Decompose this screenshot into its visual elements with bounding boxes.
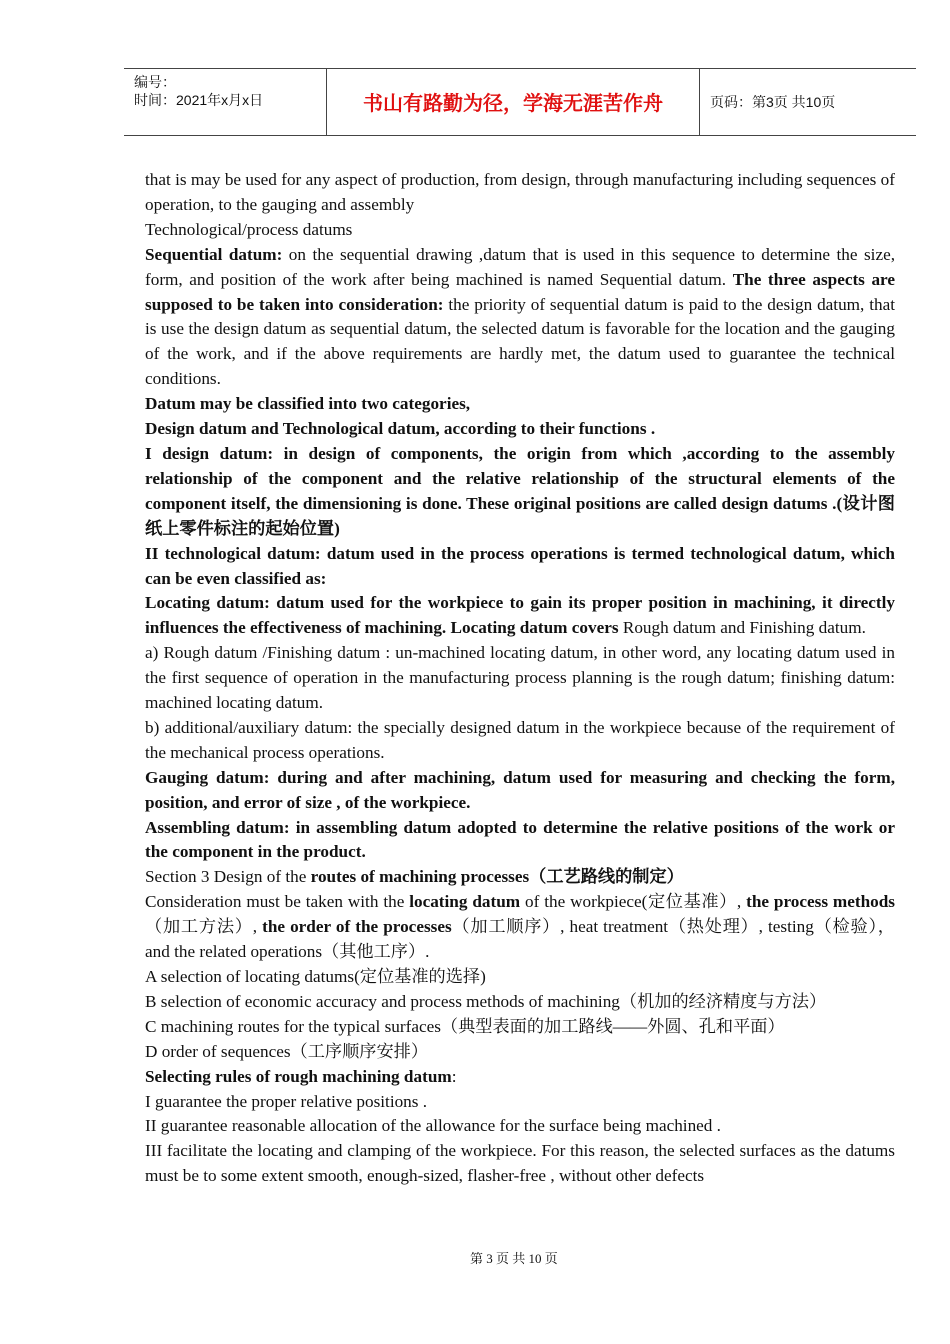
header-page-label: 页码：第3页 共10页 xyxy=(710,94,836,110)
bold-run: Selecting rules of rough machining datum xyxy=(145,1066,452,1086)
paragraph xyxy=(145,890,895,965)
paragraph: b) additional/auxiliary datum: the specially designed datum in the workpiece because of the requirement of the mechanical process operations. xyxy=(145,717,895,762)
header-meta-cell xyxy=(124,69,327,135)
paragraph: a) Rough datum /Finishing datum : un-machined locating datum, in other word, any locating datum used in the first sequence of operation in the manufacturing process planning is the rough datum; finishing datum: machined locating datum. xyxy=(145,643,895,713)
paragraph xyxy=(145,1065,895,1090)
bold-run: Gauging datum: during and after machining, datum used for measuring and checking the form, position, and error of size , of the workpiece. xyxy=(145,767,895,812)
paragraph xyxy=(145,591,895,641)
paragraph xyxy=(145,816,895,866)
text-run: Rough datum and Finishing datum. xyxy=(618,618,866,638)
text-run: the priority of sequential datum is paid to the design datum, that is use the design datum as sequential datum, the selected datum is favorable for the location and the gauging of the work, and if the above requirements are hardly met, the datum used to guarantee the technical conditions. xyxy=(145,294,895,389)
bold-run: The three aspects are supposed to be taken into consideration: xyxy=(145,269,895,314)
bold-run: locating datum xyxy=(409,892,521,912)
paragraph xyxy=(145,766,895,816)
text-run: Consideration must be taken with the xyxy=(145,892,410,912)
paragraph: that is may be used for any aspect of production, from design, through manufacturing including sequences of operation, to the gauging and assembly xyxy=(145,170,895,214)
text-run: on the sequential drawing ,datum that is used in this sequence to determine the size, form, and position of the work after being machined is named Sequential datum. xyxy=(145,244,895,289)
paragraph: B selection of economic accuracy and process methods of machining（机加的经济精度与方法） xyxy=(145,991,827,1011)
paragraph xyxy=(145,542,895,592)
paragraph: I guarantee the proper relative positions . xyxy=(145,1091,428,1111)
bold-run: I design datum: in design of components, the origin from which ,according to the assembly relationship of the component and the relative relationship of the structural elements of the component itself, the dimensioning is done. These original positions are called design datums .(设计图纸上零件标注的起始位置) xyxy=(145,443,895,538)
text-run: （加工方法）, xyxy=(145,917,263,937)
paragraph xyxy=(145,442,895,542)
text-run: : xyxy=(451,1066,457,1086)
bold-run: the process methods xyxy=(746,892,895,912)
paragraph: Technological/process datums xyxy=(145,219,353,239)
paragraph xyxy=(145,417,895,442)
text-run: Section 3 Design of the xyxy=(145,867,311,887)
bold-run: the order of the processes xyxy=(262,917,452,937)
paragraph: C machining routes for the typical surfaces（典型表面的加工路线——外圆、孔和平面） xyxy=(145,1016,785,1036)
paragraph xyxy=(145,392,895,417)
page-footer: 第 3 页 共 10 页 xyxy=(470,1251,558,1266)
paragraph: D order of sequences（工序顺序安排） xyxy=(145,1041,429,1061)
bold-run: Sequential datum: xyxy=(145,244,283,264)
text-run: （加工顺序）, heat treatment（热处理）, testing（检验）， and the related operations（其他工序）. xyxy=(145,917,895,962)
bold-run: routes of machining processes（工艺路线的制定） xyxy=(310,867,684,887)
paragraph xyxy=(145,865,895,890)
paragraph xyxy=(145,243,895,392)
bold-run: II technological datum: datum used in the process operations is termed technological datum, which can be even classified as: xyxy=(145,543,895,588)
paragraph: III facilitate the locating and clamping of the workpiece. For this reason, the selected surfaces as the datums must be to some extent smooth, enough-sized, flasher-free , without other defects xyxy=(145,1141,895,1186)
number-label: 编号： xyxy=(134,74,176,90)
paragraph: II guarantee reasonable allocation of the allowance for the surface being machined . xyxy=(145,1116,721,1136)
bold-run: Datum may be classified into two categories, xyxy=(145,394,471,414)
document-body xyxy=(145,168,895,1189)
header-motto: 书山有路勤为径，学海无涯苦作舟 xyxy=(327,69,700,135)
text-run: of the workpiece(定位基准）, xyxy=(520,892,747,912)
page-header xyxy=(124,68,916,136)
bold-run: Design datum and Technological datum, according to their functions . xyxy=(145,419,656,439)
bold-run: Locating datum: datum used for the workpiece to gain its proper position in machining, it directly influences the effectiveness of machining. Locating datum covers xyxy=(145,593,895,638)
time-label: 时间：2021年x月x日 xyxy=(134,92,264,108)
bold-run: Assembling datum: in assembling datum adopted to determine the relative positions of the work or the component in the product. xyxy=(145,817,895,862)
paragraph: A selection of locating datums(定位基准的选择) xyxy=(145,967,486,986)
